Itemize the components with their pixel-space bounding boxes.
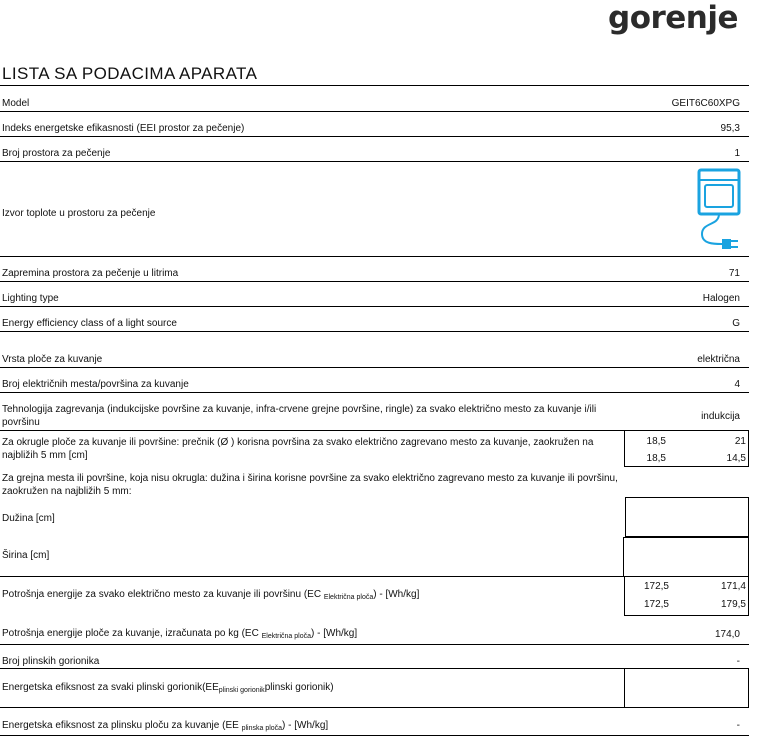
label-text: plinski gorionik) [264,682,334,693]
divider [0,576,624,577]
volume-value: 71 [728,268,740,279]
model-value: GEIT6C60XPG [671,98,740,109]
divider [0,735,749,736]
zone-consumption-value: 179,5 [720,599,746,610]
divider [0,331,749,332]
gorenje-logo: gorenje [608,0,739,36]
label-text: ) - [Wh/kg] [311,628,358,639]
label-text: Energetska efiksnost za plinsku ploču za kuvanje (EE [2,720,242,731]
eei-value: 95,3 [720,123,740,134]
zone-consumption-value: 172,5 [643,581,669,592]
divider [0,85,749,86]
volume-label: Zapremina prostora za pečenje u litrima [2,268,179,279]
gas-burners-label: Broj plinskih gorionika [2,656,100,667]
round-zone-value: 18,5 [646,436,666,447]
divider [0,668,624,669]
label-subscript: Električna ploča [261,633,312,640]
divider [0,136,749,137]
nonround-label: Za grejna mesta ili površine, koja nisu okrugla: dužina i širina korisne površine za svako električno zagrevano mesto za kuvanje ili površinu, zaokružen na najbližih 5 mm: [2,473,618,497]
divider [0,111,749,112]
gas-efficiency-box [624,668,749,708]
label-text: ) - [Wh/kg] [373,589,420,600]
hob-type-value: električna [697,354,740,365]
round-zone-value: 21 [734,436,746,447]
light-class-label: Energy efficiency class of a light source [2,318,177,329]
divider [0,161,749,162]
heat-source-label: Izvor toplote u prostoru za pečenje [2,208,156,219]
hob-consumption-value: 174,0 [714,629,740,640]
divider [0,256,749,257]
label-text: Energetska efiksnost za svaki plinski gorionik(EE [2,682,219,693]
divider [0,392,749,393]
divider [0,281,749,282]
zone-consumption-value: 172,5 [643,599,669,610]
technology-label: Tehnologija zagrevanja (indukcijske površine za kuvanje, infra-crvene grejne površine, ringle) za svako električno mesto za kuvanje i/ili površinu [2,404,597,428]
width-box [623,537,749,577]
round-zone-value: 18,5 [646,453,666,464]
gas-efficiency-label [2,681,334,697]
round-zones-label: Za okrugle ploče za kuvanje ili površine: prečnik (Ø ) korisna površina za svako električno zagrevano mesto za kuvanje, zaokružen na najbližih 5 mm [cm] [2,437,594,461]
label-subscript: plinski gorionik [218,687,265,694]
label-subscript: Električna ploča [323,594,374,601]
length-label: Dužina [cm] [2,513,55,524]
divider [0,644,749,645]
lighting-type-value: Halogen [702,293,740,304]
divider [0,306,749,307]
hob-consumption-label [2,627,357,643]
cavities-label: Broj prostora za pečenje [2,148,111,159]
eei-label: Indeks energetske efikasnosti (EEI prostor za pečenje) [2,123,245,134]
gas-hob-efficiency-value: - [736,720,740,731]
electric-oven-plug-icon [694,166,744,254]
label-text: Potrošnja energije ploče za kuvanje, izračunata po kg (EC [2,628,262,639]
model-label: Model [2,98,30,109]
round-zone-value: 14,5 [726,453,746,464]
zone-consumption-label [2,588,419,604]
zones-count-label: Broj električnih mesta/površina za kuvanje [2,379,189,390]
label-subscript: plinska ploča [241,725,283,732]
label-text: Potrošnja energije za svako električno mesto za kuvanje ili površinu (EC [2,589,324,600]
zones-count-value: 4 [734,379,740,390]
light-class-value: G [732,318,740,329]
width-label: Širina [cm] [2,550,50,561]
cavities-value: 1 [734,148,740,159]
divider [0,367,749,368]
hob-type-label: Vrsta ploče za kuvanje [2,354,103,365]
label-text: ) - [Wh/kg] [282,720,329,731]
gas-burners-value: - [736,656,740,667]
length-box [625,497,749,537]
lighting-type-label: Lighting type [2,293,59,304]
zone-consumption-value: 171,4 [720,581,746,592]
gas-hob-efficiency-label [2,719,328,735]
page-title: LISTA SA PODACIMA APARATA [2,64,258,83]
technology-value: indukcija [701,411,740,422]
divider [0,707,624,708]
